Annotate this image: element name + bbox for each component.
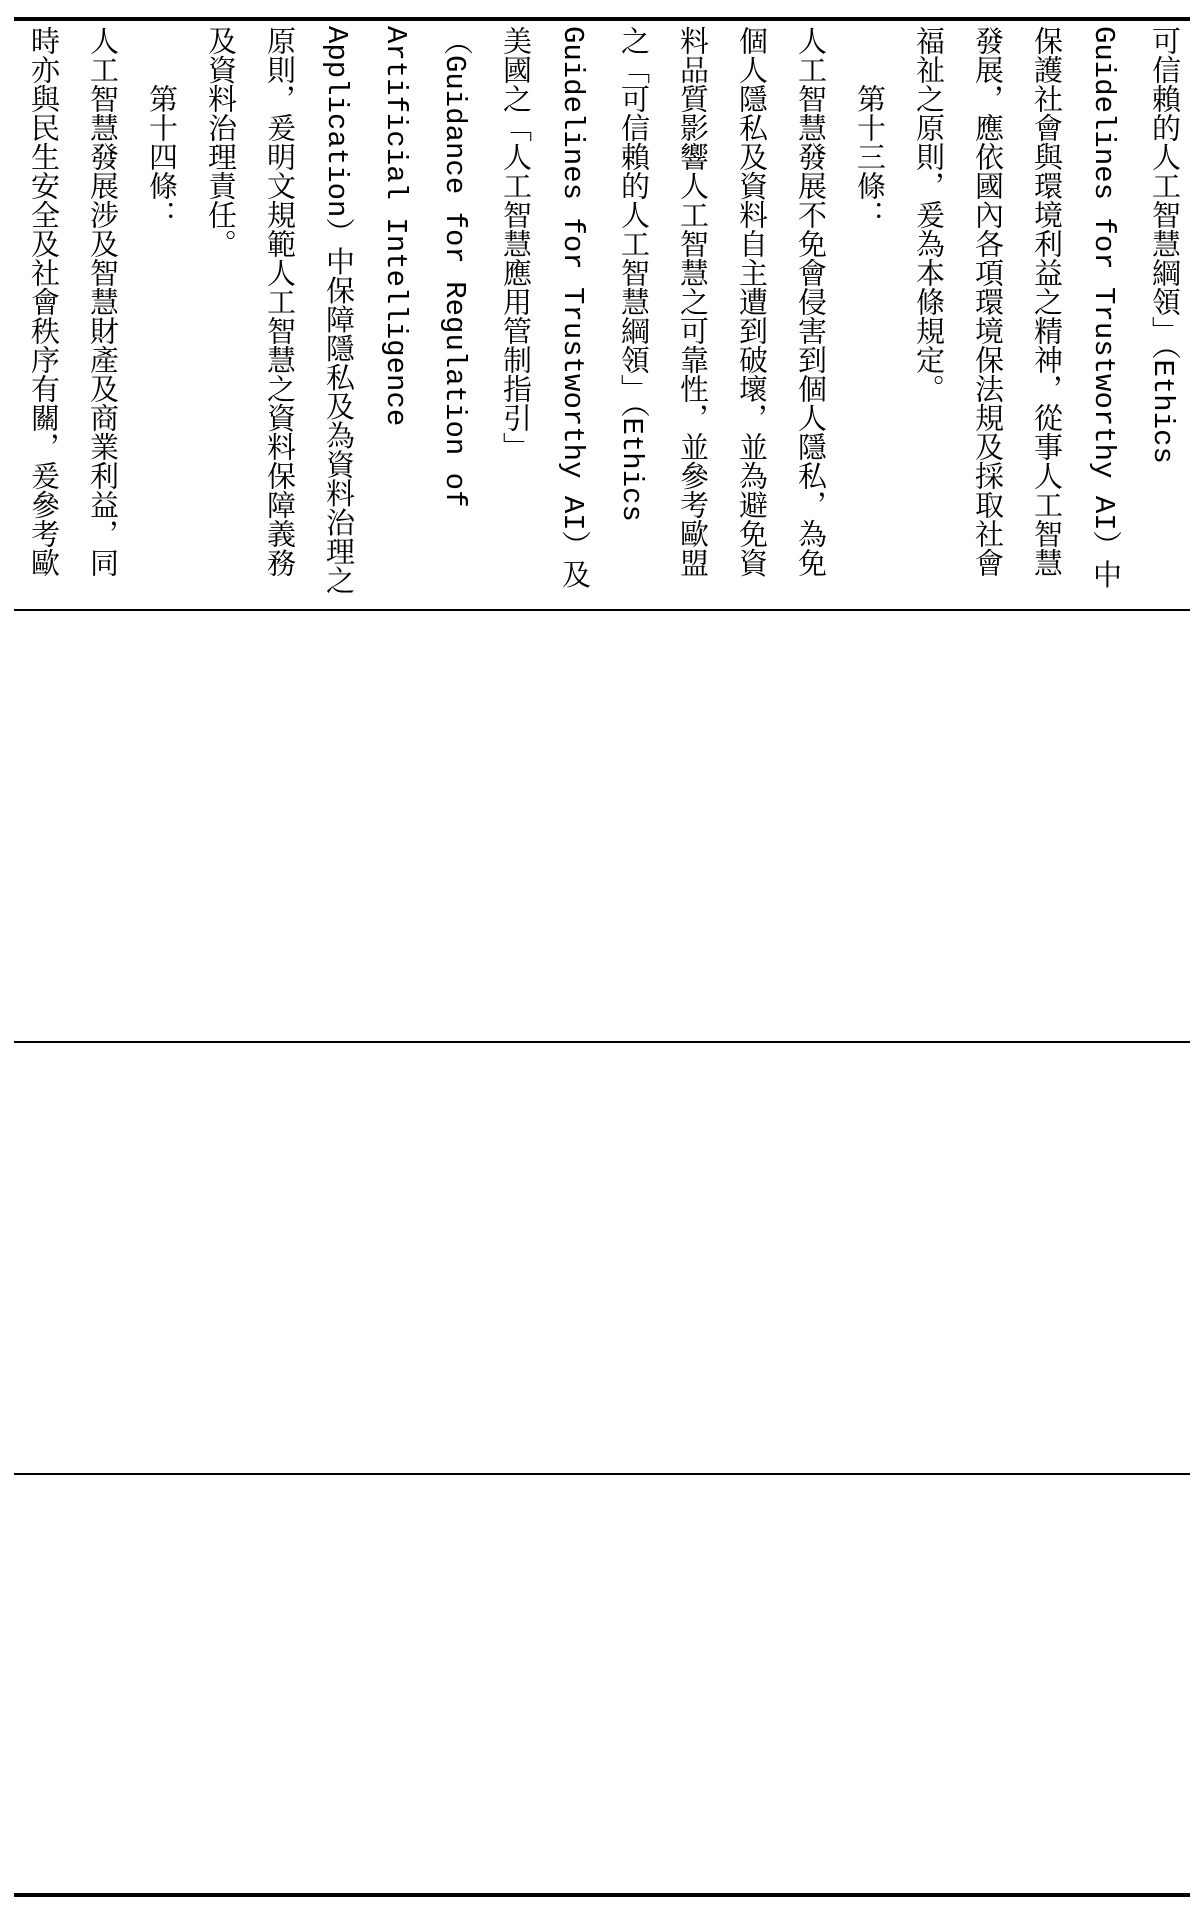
table-bottom-border [14,1893,1190,1897]
explanation-paragraph: 可信賴的人工智慧綱領」（Ethics Guidelines for Trustworthy AI）中保護社會與環境利益之精神，從事人工智慧發展，應依國內各項環境保法規及採取社會福祉之原則，爰為本條規定。 [910,26,1179,589]
article-heading-13: 第十三條： [851,84,884,229]
empty-table-cell [14,611,1190,1041]
explanation-paragraph: 人工智慧發展涉及智慧財產及商業利益，同時亦與民生安全及社會秩序有關，爰參考歐 [25,26,117,577]
explanation-paragraph: 人工智慧發展不免會侵害到個人隱私，為免個人隱私及資料自主遭到破壞，並為避免資料品質影響人工智慧之可靠性，並參考歐盟之「可信賴的人工智慧綱領」（Ethics Guidelines for Trustworthy AI）及美國之「人工智慧應用管制指引」（Guidance for Regulation of Artificial Intelligence Application）中保障隱私及為資料治理之原則，爰明文規範人工智慧之資料保障義務及資料治理責任。 [202,26,825,595]
empty-table-cell [14,1475,1190,1893]
article-heading-14: 第十四條： [143,84,176,229]
explanation-cell [20,26,1192,601]
table-top-border [14,17,1190,21]
empty-table-cell [14,1043,1190,1473]
